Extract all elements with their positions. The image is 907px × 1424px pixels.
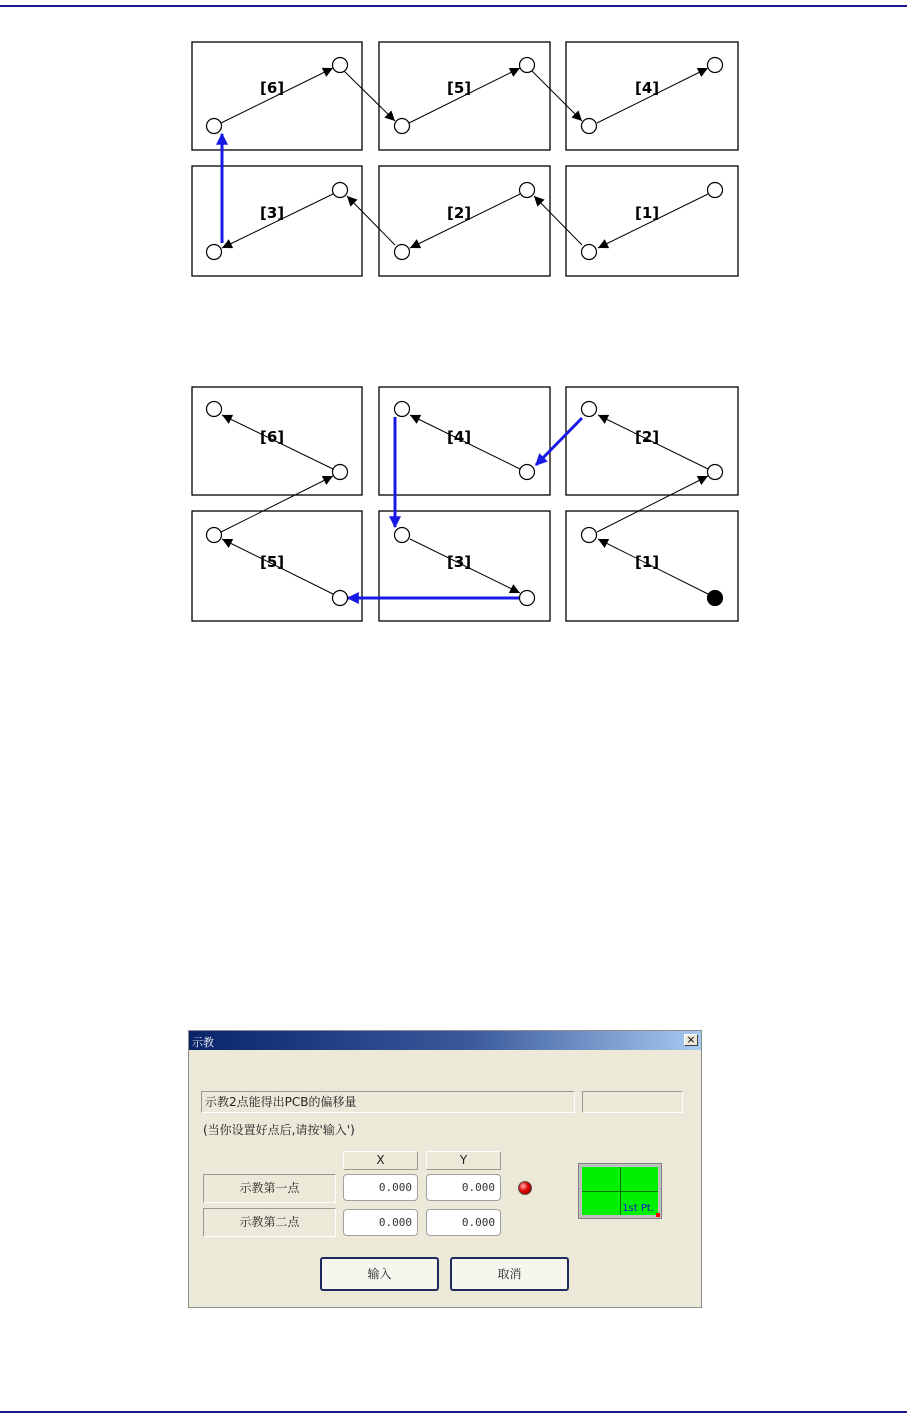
node	[520, 591, 535, 606]
first-point-y-field[interactable]: 0.000	[426, 1174, 501, 1201]
dialog-title: 示教	[192, 1036, 214, 1049]
hint-text: (当你设置好点后,请按'输入')	[203, 1123, 355, 1137]
step-label: [2]	[447, 204, 472, 222]
info-text: 示教2点能得出PCB的偏移量	[201, 1091, 575, 1113]
step-label: [4]	[635, 79, 660, 97]
status-led-icon	[518, 1181, 532, 1195]
close-button[interactable]: ×	[684, 1034, 698, 1046]
node	[395, 402, 410, 417]
preview-grid-line	[582, 1191, 658, 1192]
step-label: [3]	[260, 204, 285, 222]
cancel-button[interactable]: 取消	[450, 1257, 569, 1291]
diagram-top	[0, 30, 907, 320]
step-label: [6]	[260, 428, 285, 446]
node	[708, 58, 723, 73]
diagram-bottom	[0, 375, 907, 635]
preview-marker	[656, 1213, 660, 1217]
first-point-x-field[interactable]: 0.000	[343, 1174, 418, 1201]
column-header-x: X	[343, 1151, 418, 1170]
dialog-titlebar[interactable]	[189, 1031, 701, 1050]
node	[207, 402, 222, 417]
node	[582, 119, 597, 134]
second-point-x-field[interactable]: 0.000	[343, 1209, 418, 1236]
step-label: [5]	[260, 553, 285, 571]
second-point-y-field[interactable]: 0.000	[426, 1209, 501, 1236]
node	[207, 119, 222, 134]
row-label-first-point: 示教第一点	[203, 1174, 336, 1203]
step-label: [3]	[447, 553, 472, 571]
step-label: [5]	[447, 79, 472, 97]
node	[333, 465, 348, 480]
footer-rule	[0, 1411, 907, 1413]
step-label: [2]	[635, 428, 660, 446]
point-preview	[578, 1163, 662, 1219]
column-header-y: Y	[426, 1151, 501, 1170]
step-label: [1]	[635, 204, 660, 222]
teach-dialog	[188, 1030, 702, 1308]
header-rule	[0, 5, 907, 7]
step-label: [6]	[260, 79, 285, 97]
node	[395, 245, 410, 260]
node	[520, 183, 535, 198]
step-label: [1]	[635, 553, 660, 571]
status-box	[582, 1091, 683, 1113]
node	[582, 402, 597, 417]
step-label: [4]	[447, 428, 472, 446]
node	[582, 528, 597, 543]
start-node	[708, 591, 723, 606]
node	[582, 245, 597, 260]
input-button[interactable]: 输入	[320, 1257, 439, 1291]
node	[520, 58, 535, 73]
node	[333, 591, 348, 606]
node	[520, 465, 535, 480]
node	[395, 119, 410, 134]
node	[395, 528, 410, 543]
node	[333, 58, 348, 73]
node	[708, 465, 723, 480]
node	[207, 528, 222, 543]
preview-label: 1st Pt.	[622, 1203, 654, 1214]
row-label-second-point: 示教第二点	[203, 1208, 336, 1237]
node	[207, 245, 222, 260]
node	[708, 183, 723, 198]
node	[333, 183, 348, 198]
